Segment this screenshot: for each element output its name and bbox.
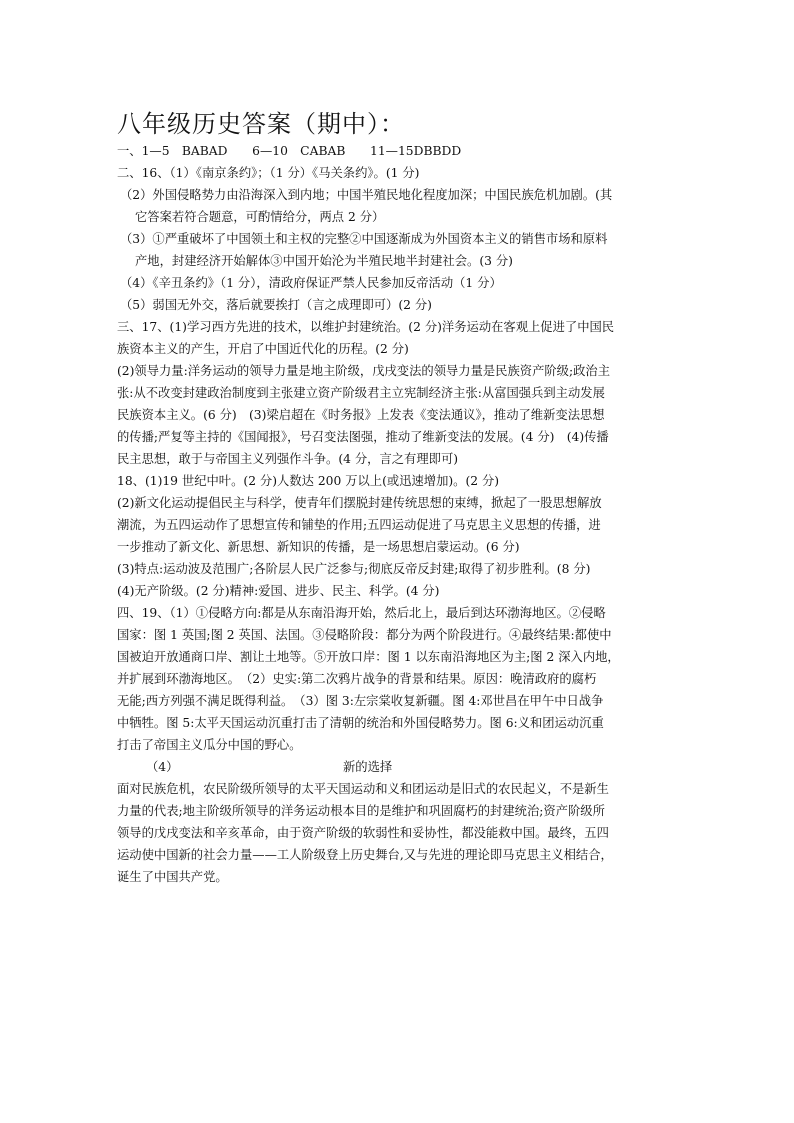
page-title: 八年级历史答案（期中）： [117, 110, 405, 138]
answer-line: 中牺牲。图 5:太平天国运动沉重打击了清朝的统治和外国侵略势力。图 6:义和团运动沉重 [117, 716, 604, 730]
answer-line: 四、19、（1）①侵略方向:都是从东南沿海开始，然后北上，最后到达环渤海地区。②侵略 [117, 606, 606, 620]
answer-line: 国被迫开放通商口岸、割让土地等。⑤开放口岸：图 1 以东南沿海地区为主;图 2 深入内地， [117, 650, 620, 664]
answer-line: 二、16、（1）《南京条约》；（1 分）《马关条约》。(1 分) [117, 166, 420, 180]
closing-line: 领导的戊戌变法和辛亥革命，由于资产阶级的软弱性和妥协性，都没能救中国。最终，五四 [117, 826, 609, 840]
answer-line: 18、(1)19 世纪中叶。(2 分)人数达 200 万以上(或迅速增加)。(2 分) [117, 474, 500, 488]
closing-line: 力量的代表;地主阶级所领导的洋务运动根本目的是维护和巩固腐朽的封建统治;资产阶级所 [117, 804, 605, 818]
answer-line: 族资本主义的产生，开启了中国近代化的历程。(2 分) [117, 342, 409, 356]
answer-line: (2)领导力量:洋务运动的领导力量是地主阶级，戊戌变法的领导力量是民族资产阶级;政治主 [117, 364, 610, 378]
closing-line: 诞生了中国共产党。 [117, 870, 228, 884]
answer-line: 产地，封建经济开始解体③中国开始沦为半殖民地半封建社会。(3 分) [135, 254, 513, 268]
answer-line: （3）①严重破坏了中国领土和主权的完整②中国逐渐成为外国资本主义的销售市场和原料 [120, 232, 608, 246]
answer-line: 它答案若符合题意，可酌情给分，两点 2 分） [135, 210, 385, 224]
answer-line: 国家：图 1 英国;图 2 英国、法国。③侵略阶段：都分为两个阶段进行。④最终结果:都使中 [117, 628, 612, 642]
answer-line: 无能;西方列强不满足既得利益。 （3）图 3:左宗棠收复新疆。图 4:邓世昌在甲午中日战争 [117, 694, 604, 708]
answer-line: 潮流，为五四运动作了思想宣传和铺垫的作用;五四运动促进了马克思主义思想的传播，进 [117, 518, 601, 532]
answer-line: (2)新文化运动提倡民主与科学，使青年们摆脱封建传统思想的束缚，掀起了一股思想解放 [117, 496, 602, 510]
answer-line: (3)特点:运动波及范围广;各阶层人民广泛参与;彻底反帝反封建;取得了初步胜利。(8 分) [117, 562, 591, 576]
closing-line: 运动使中国新的社会力量——工人阶级登上历史舞台,又与先进的理论即马克思主义相结合， [117, 848, 613, 862]
answer-line: （4）《辛丑条约》（1 分），清政府保证严禁人民参加反帝活动（1 分） [120, 276, 502, 290]
answer-line: 民族资本主义。(6 分) (3)梁启超在《时务报》上发表《变法通议》，推动了维新变法思想 [117, 408, 605, 422]
answer-line: 三、17、(1)学习西方先进的技术，以维护封建统治。(2 分)洋务运动在客观上促进了中国民 [117, 320, 615, 334]
answer-line: 民主思想，敢于与帝国主义列强作斗争。(4 分，言之有理即可) [117, 452, 459, 466]
part4-label: （4） [146, 760, 179, 774]
answer-line: （5）弱国无外交，落后就要挨打（言之成理即可）(2 分) [120, 298, 432, 312]
answer-line: 打击了帝国主义瓜分中国的野心。 [117, 738, 302, 752]
answer-line: 一步推动了新文化、新思想、新知识的传播，是一场思想启蒙运动。(6 分) [117, 540, 520, 554]
closing-line: 面对民族危机，农民阶级所领导的太平天国运动和义和团运动是旧式的农民起义，不是新生 [117, 782, 609, 796]
answer-line-mcq: 一、1—5 BABAD 6—10 CABAB 11—15DBBDD [117, 144, 462, 158]
answer-line: 并扩展到环渤海地区。 （2）史实:第二次鸦片战争的背景和结果。原因：晚清政府的腐朽 [117, 672, 597, 686]
answer-line: （2）外国侵略势力由沿海深入到内地；中国半殖民地化程度加深；中国民族危机加剧。(其 [120, 188, 613, 202]
answer-line: 的传播;严复等主持的《国闻报》，号召变法图强，推动了维新变法的发展。(4 分) (4)传播 [117, 430, 609, 444]
answer-line: (4)无产阶级。(2 分)精神:爱国、进步、民主、科学。(4 分) [117, 584, 440, 598]
section-heading: 新的选择 [343, 760, 393, 774]
answer-line: 张:从不改变封建政治制度到主张建立资产阶级君主立宪制经济主张:从富国强兵到主动发展 [117, 386, 605, 400]
